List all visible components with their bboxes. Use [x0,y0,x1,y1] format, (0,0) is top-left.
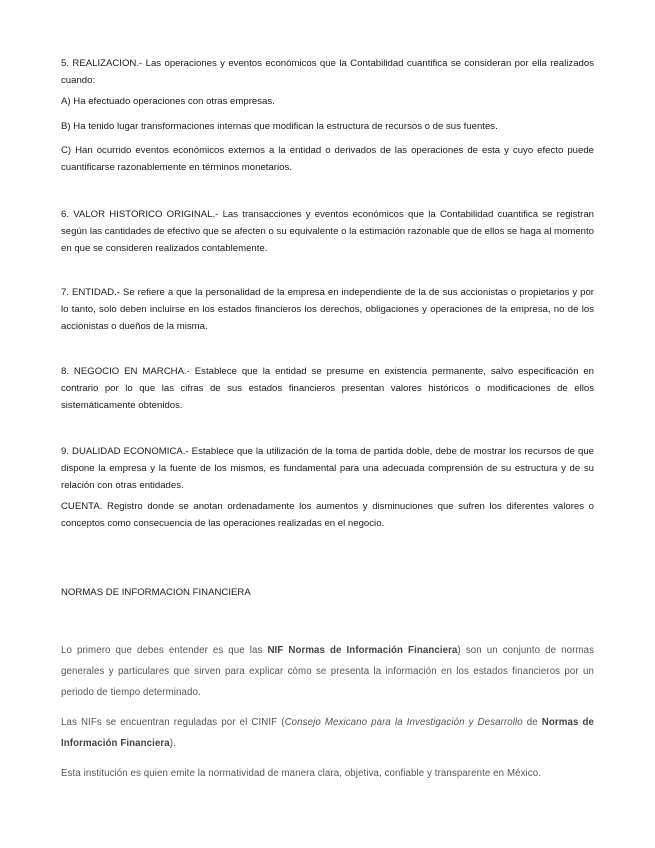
cinif-text-end: ). [169,738,176,749]
cinif-italic: Consejo Mexicano para la Investigación y Desarrollo [284,717,523,728]
nif-intro-text-end: ) son un conjunto de normas generales y particulares que sirven para explicar cómo se presenta la información en los estados financieros por un periodo de tiempo determinado. [61,645,595,698]
nif-intro-text-start: Lo primero que debes entender es que las [61,645,268,656]
paragraph-negocio-en-marcha: 8. NEGOCIO EN MARCHA.- Establece que la entidad se presume en existencia permanente, salvo especificación en contrario por lo que las cifras de sus estados financieros presentan valores históricos o modificaciones de ellos sistemáticamente obtenidos. [61,366,594,411]
nif-intro-bold: NIF Normas de Información Financiera [267,645,458,656]
paragraph-dualidad-economica: 9. DUALIDAD ECONOMICA.- Establece que la utilización de la toma de partida doble, debe de mostrar los recursos de que dispone la empresa y la fuente de los mismos, es fundamental para una adecuada comprensión de su estructura y de su relación con otras entidades. [61,446,594,491]
paragraph-cinif [61,712,594,754]
paragraph-realizacion-a: A) Ha efectuado operaciones con otras empresas. [61,96,275,107]
cinif-text-middle: de [522,717,542,728]
paragraph-entidad: 7. ENTIDAD.- Se refiere a que la personalidad de la empresa en independiente de la de sus accionistas o propietarios y por lo tanto, solo deben incluirse en los estados financieros los derechos, obligaciones y operaciones de la empresa, no de los accionistas o dueños de la misma. [61,287,594,332]
cinif-text-start: Las NIFs se encuentran reguladas por el CINIF ( [61,717,285,728]
paragraph-realizacion-c: C) Han ocurrido eventos económicos externos a la entidad o derivados de las operaciones de esta y cuyo efecto puede cuantificarse razonablemente en términos monetarios. [61,145,594,173]
paragraph-valor-historico: 6. VALOR HISTORICO ORIGINAL.- Las transacciones y eventos económicos que la Contabilidad cuantifica se registran según las cantidades de efectivo que se afecten o su equivalente o la estimación razonable que de ellos se haga al momento en que se consideren realizados contablemente. [61,209,594,254]
paragraph-nif-intro [61,640,594,703]
paragraph-realizacion-b: B) Ha tenido lugar transformaciones internas que modifican la estructura de recursos o de sus fuentes. [61,121,498,132]
paragraph-realizacion: 5. REALIZACION.- Las operaciones y eventos económicos que la Contabilidad cuantifica se consideran por ella realizados cuando: [61,58,594,86]
cinif-bold: Normas de Información Financiera [61,717,594,749]
paragraph-cuenta: CUENTA. Registro donde se anotan ordenadamente los aumentos y disminuciones que sufren los diferentes valores o conceptos como consecuencia de las operaciones realizadas en el negocio. [61,501,594,529]
paragraph-institucion: Esta institución es quien emite la normatividad de manera clara, objetiva, confiable y transparente en México. [61,768,542,779]
nif-heading: NORMAS DE INFORMACION FINANCIERA [61,587,251,598]
